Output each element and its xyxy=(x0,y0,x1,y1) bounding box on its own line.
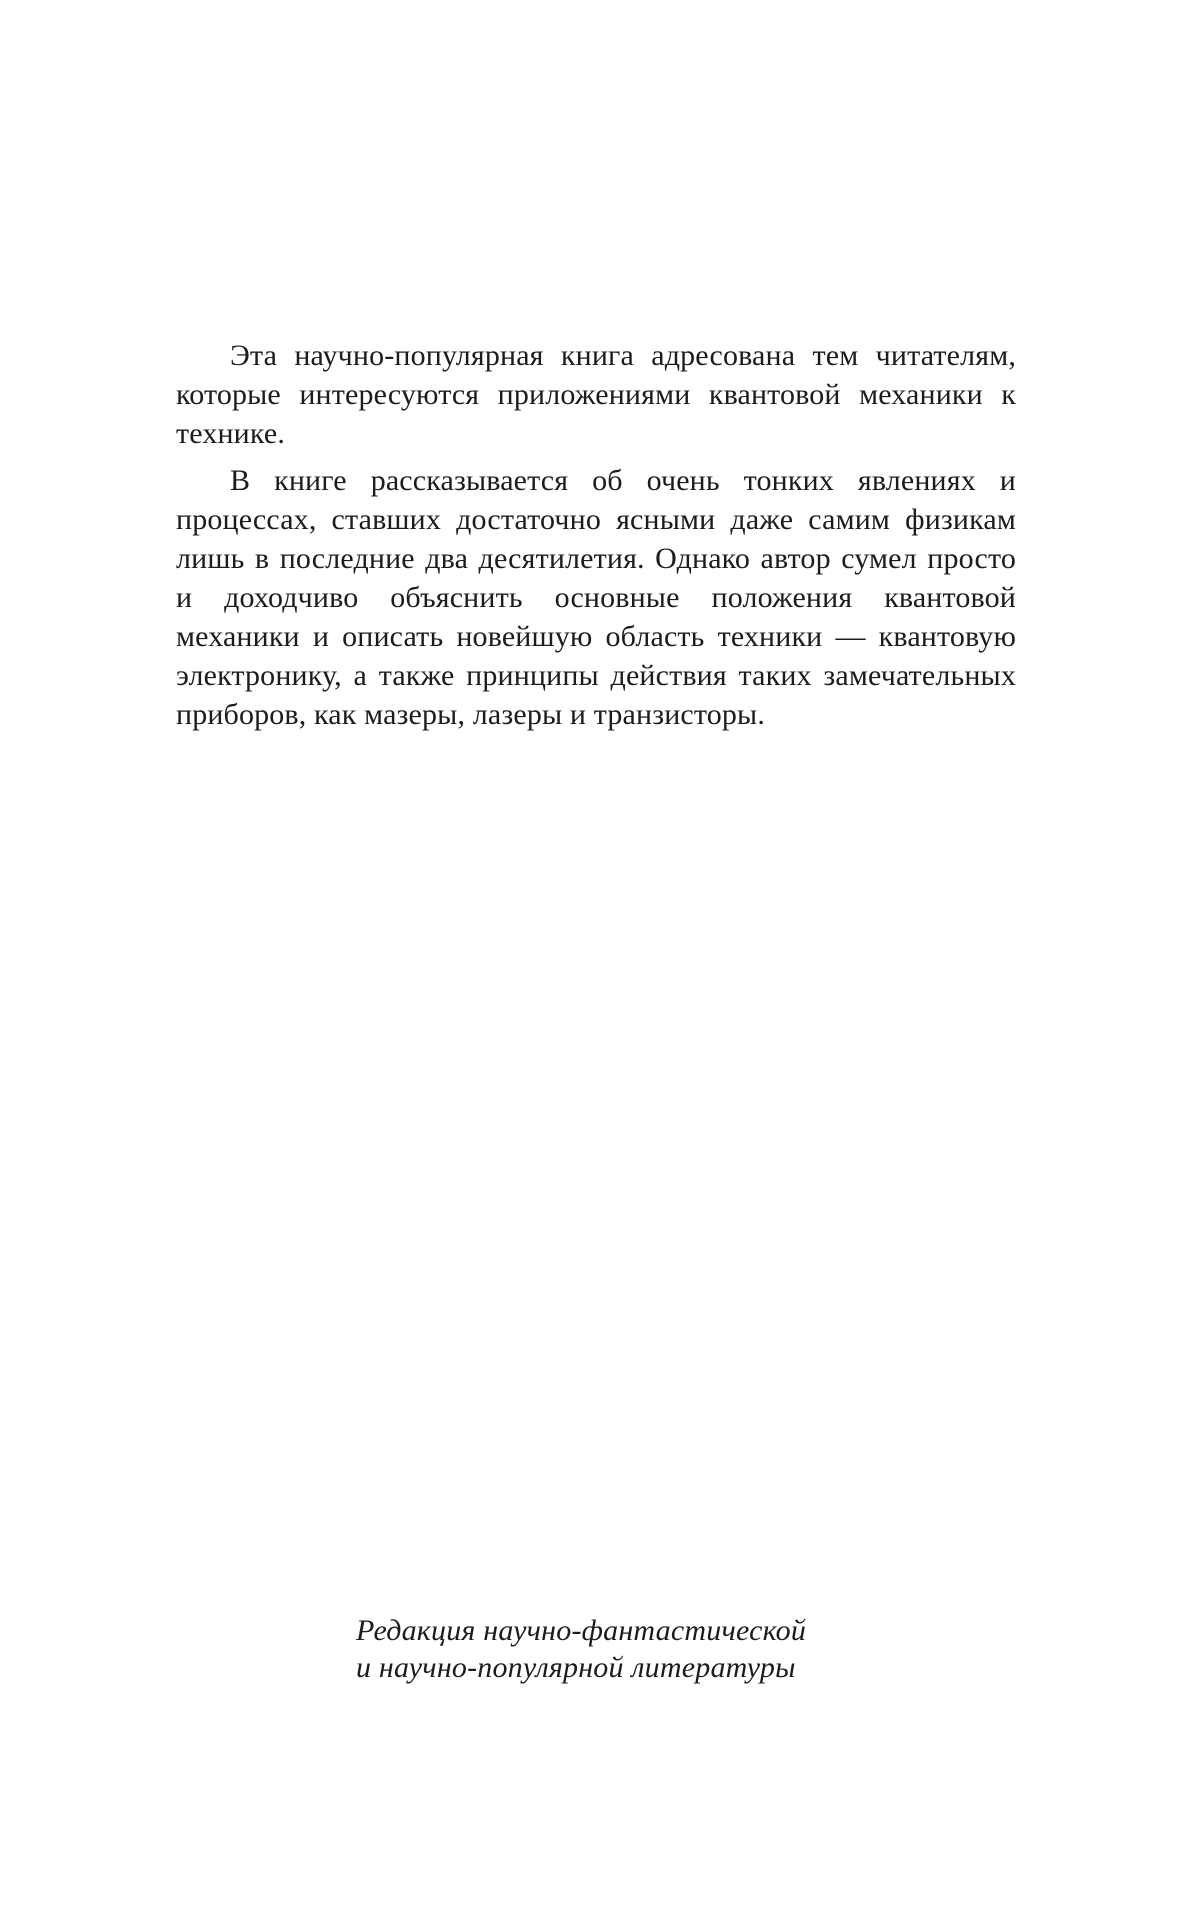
editorial-department xyxy=(356,1612,876,1686)
annotation-paragraph-1: Эта научно-популярная книга адресована тем читателям, которые интересуются приложениями квантовой механики к технике. xyxy=(176,339,1016,450)
editorial-department-line-2: и научно-популярной литературы xyxy=(356,1651,796,1684)
editorial-department-line-1: Редакция научно-фантастической xyxy=(356,1614,807,1647)
annotation-paragraph-2: В книге рассказывается об очень тонких явлениях и процессах, ставших достаточно ясными даже самим физикам лишь в последние два десятилетия. Однако автор сумел просто и доходчиво объяснить основные положения квантовой механики и описать новейшую область техники — квантовую электронику, а также принципы действия таких замечательных приборов, как мазеры, лазеры и транзисторы. xyxy=(176,464,1016,731)
annotation-text xyxy=(176,336,1016,734)
